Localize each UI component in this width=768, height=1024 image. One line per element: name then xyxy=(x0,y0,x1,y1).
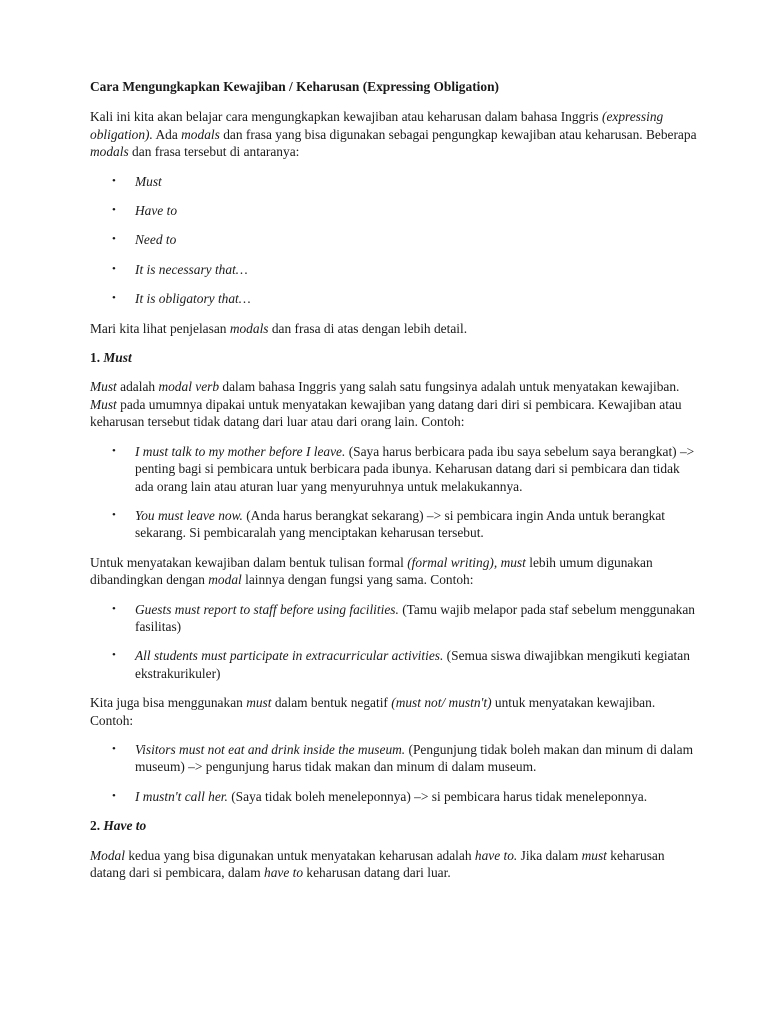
document-title: Cara Mengungkapkan Kewajiban / Keharusan (Expressing Obligation) xyxy=(90,79,499,94)
detail-intro-paragraph: Mari kita lihat penjelasan modals dan frasa di atas dengan lebih detail. xyxy=(90,320,468,336)
bullet-icon: • xyxy=(112,204,116,217)
list-item: • Must xyxy=(112,173,162,189)
bullet-icon: • xyxy=(112,649,116,662)
bullet-icon: • xyxy=(112,262,116,275)
must-examples-list xyxy=(90,443,698,542)
bullet-icon: • xyxy=(112,789,116,802)
formal-examples-list xyxy=(90,601,698,683)
list-item: • Need to xyxy=(112,232,177,248)
must-definition-paragraph: Must adalah modal verb dalam bahasa Inggris yang salah satu fungsinya adalah untuk menyatakan kewajiban. Must pada umumnya dipakai untuk menyatakan kewajiban yang datang dari diri si pembicara. Kewajiban atau keharusan tersebut tidak datang dari luar atau dari orang lain. Contoh: xyxy=(90,379,682,430)
have-to-paragraph: Modal kedua yang bisa digunakan untuk menyatakan keharusan adalah have to. Jika dalam must keharusan datang dari si pembicara, dalam have to keharusan datang dari luar. xyxy=(90,847,665,880)
list-item: • You must leave now. (Anda harus berangkat sekarang) –> si pembicara ingin Anda untuk berangkat sekarang. Si pembicaralah yang menciptakan keharusan tersebut. xyxy=(112,507,666,541)
bullet-icon: • xyxy=(112,444,116,457)
list-item: • All students must participate in extracurricular activities. (Semua siswa diwajibkan mengikuti kegiatan ekstrakurikuler) xyxy=(112,648,690,681)
list-item: • Have to xyxy=(112,203,178,219)
bullet-icon: • xyxy=(112,742,116,755)
bullet-icon: • xyxy=(112,233,116,246)
bullet-icon: • xyxy=(112,508,116,521)
bullet-icon: • xyxy=(112,174,116,187)
formal-writing-paragraph: Untuk menyatakan kewajiban dalam bentuk tulisan formal (formal writing), must lebih umum digunakan dibandingkan dengan modal lainnya dengan fungsi yang sama. Contoh: xyxy=(90,554,653,588)
list-item: • It is necessary that… xyxy=(112,261,248,277)
list-item: • Guests must report to staff before using facilities. (Tamu wajib melapor pada staf sebelum menggunakan fasilitas) xyxy=(112,601,696,634)
list-item: • It is obligatory that… xyxy=(112,291,251,307)
negative-examples-list xyxy=(90,741,698,805)
list-item: • Visitors must not eat and drink inside the museum. (Pengunjung tidak boleh makan dan minum di dalam museum) –> pengunjung harus tidak makan dan minum di dalam museum. xyxy=(112,741,694,775)
list-item: • I mustn't call her. (Saya tidak boleh meneleponnya) –> si pembicara harus tidak meneleponnya. xyxy=(112,788,648,804)
terms-list xyxy=(90,173,698,308)
intro-paragraph: Kali ini kita akan belajar cara mengungkapkan kewajiban atau keharusan dalam bahasa Inggris (expressing obligation). Ada modals dan frasa yang bisa digunakan sebagai pengungkap kewajiban atau keharusan. Beberapa modals dan frasa tersebut di antaranya: xyxy=(90,109,697,160)
list-item: • I must talk to my mother before I leave. (Saya harus berbicara pada ibu saya sebelum saya berangkat) –> penting bagi si pembicara untuk berbicara pada ibunya. Keharusan datang dari si pembicara dan tidak ada orang lain atau aturan luar yang menyuruhnya untuk melakukannya. xyxy=(112,443,695,494)
negative-form-paragraph: Kita juga bisa menggunakan must dalam bentuk negatif (must not/ mustn't) untuk menyatakan kewajiban. Contoh: xyxy=(90,695,656,728)
bullet-icon: • xyxy=(112,292,116,305)
section-heading-have-to: 2. Have to xyxy=(90,818,147,834)
bullet-icon: • xyxy=(112,602,116,615)
section-heading-must: 1. Must xyxy=(90,350,132,366)
